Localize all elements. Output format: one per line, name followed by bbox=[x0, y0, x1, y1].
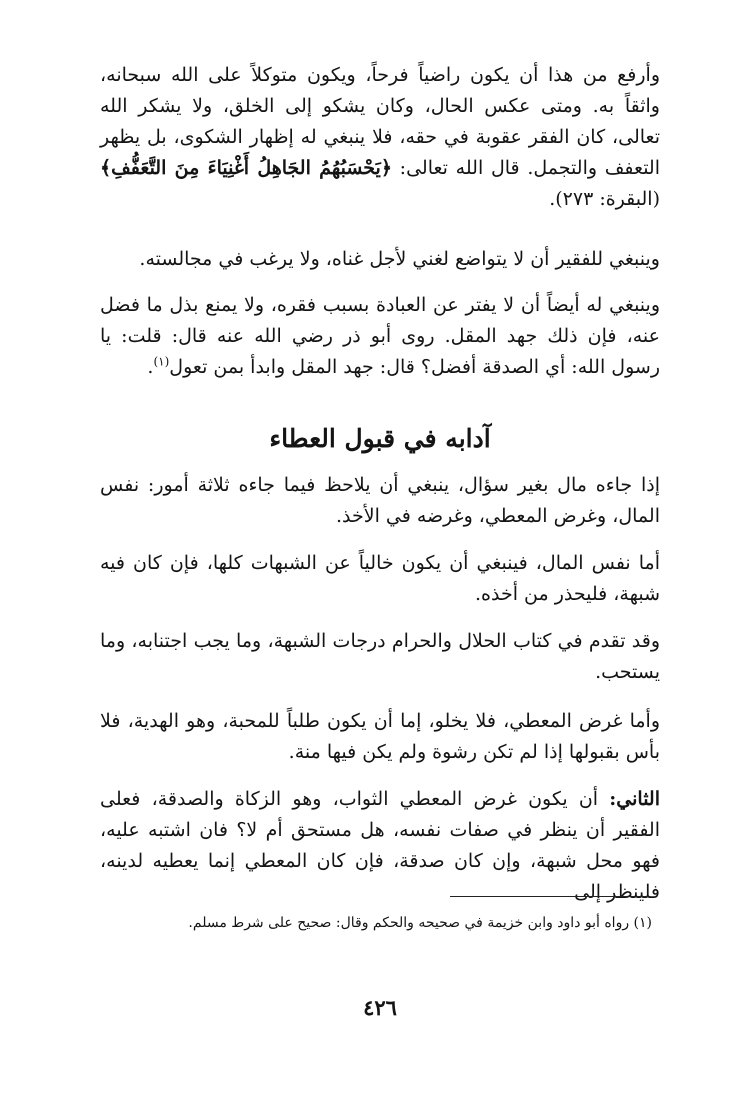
footnote-marker: (١) bbox=[153, 354, 170, 369]
paragraph-5: أما نفس المال، فينبغي أن يكون خالياً عن الشبهات كلها، فإن كان فيه شبهة، فليحذر من أخذه. bbox=[100, 552, 660, 605]
footnote-divider bbox=[450, 896, 650, 897]
paragraph-2: وينبغي للفقير أن لا يتواضع لغني لأجل غناه، ولا يرغب في مجالسته. bbox=[139, 248, 660, 270]
paragraph-4: إذا جاءه مال بغير سؤال، ينبغي أن يلاحظ فيما جاءه ثلاثة أمور: نفس المال، وغرض المعطي، وغرضه في الأخذ. bbox=[100, 474, 660, 527]
paragraph-7: وأما غرض المعطي، فلا يخلو، إما أن يكون طلباً للمحبة، وهو الهدية، فلا بأس بقبولها إذا لم تكن رشوة ولم يكن فيها منة. bbox=[100, 710, 660, 763]
paragraph-8-text: أن يكون غرض المعطي الثواب، وهو الزكاة والصدقة، فعلى الفقير أن ينظر في صفات نفسه، هل مستحق أم لا؟ فان اشتبه عليه، فهو محل شبهة، وإن كان صدقة، فإن كان المعطي إنما يعطيه لدينه، فلينظر إلى bbox=[100, 788, 660, 903]
paragraph-8-lead: الثاني: bbox=[609, 788, 660, 810]
verse-reference: (البقرة: ٢٧٣). bbox=[549, 188, 660, 210]
paragraph-3 bbox=[100, 290, 660, 383]
section-heading: آدابه في قبول العطاء bbox=[269, 424, 491, 453]
paragraph-1-text: وأرفع من هذا أن يكون راضياً فرحاً، ويكون متوكلاً على الله سبحانه، واثقاً به. ومتى عكس الحال، وكان يشكو إلى الخلق، ولا يشكر الله تعالى، كان الفقر عقوبة في حقه، فلا ينبغي له إظهار الشكوى، بل يظهر التعفف والتجمل. قال الله تعالى: bbox=[100, 64, 660, 179]
paragraph-3-text: وينبغي له أيضاً أن لا يفتر عن العبادة بسبب فقره، ولا يمنع بذل ما فضل عنه، فإن ذلك جهد المقل. روى أبو ذر رضي الله عنه قال: قلت: يا رسول الله: أي الصدقة أفضل؟ قال: جهد المقل وابدأ بمن تعول bbox=[100, 294, 660, 378]
footnote: (١) رواه أبو داود وابن خزيمة في صحيحه والحكم وقال: صحيح على شرط مسلم. bbox=[188, 915, 652, 931]
paragraph-3-end: . bbox=[147, 356, 154, 378]
quran-verse: ﴿يَحْسَبُهُمُ الجَاهِلُ أَغْنِيَاءَ مِنَ التَّعَفُّفِ﴾ bbox=[100, 157, 392, 179]
paragraph-1 bbox=[100, 60, 660, 215]
paragraph-6: وقد تقدم في كتاب الحلال والحرام درجات الشبهة، وما يجب اجتنابه، وما يستحب. bbox=[100, 630, 660, 683]
page-number: ٤٢٦ bbox=[363, 995, 397, 1020]
book-page bbox=[100, 0, 660, 1098]
paragraph-8 bbox=[100, 784, 660, 908]
